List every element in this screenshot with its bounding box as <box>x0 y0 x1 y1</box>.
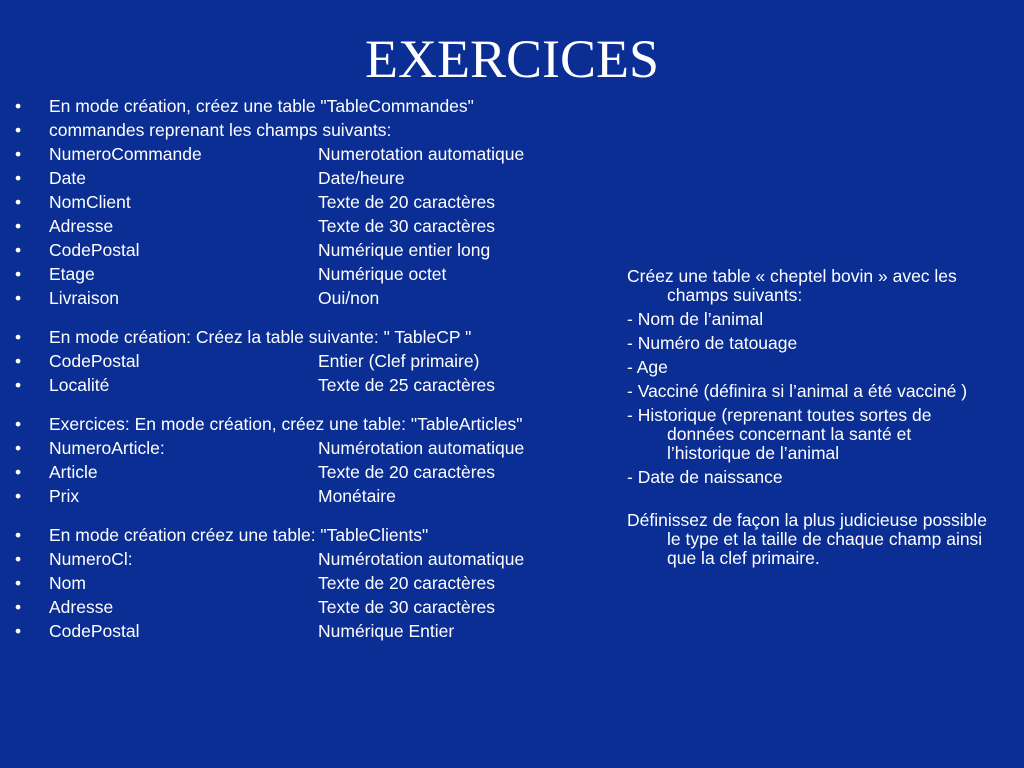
field-name: Adresse <box>49 597 114 617</box>
bullet: • <box>15 486 22 506</box>
paragraph: - Vacciné (définira si l’animal a été vacciné ) <box>627 381 968 401</box>
list-item <box>15 351 605 371</box>
field-name: Etage <box>49 264 95 284</box>
bullet: • <box>15 288 22 308</box>
item-text: En mode création: Créez la table suivante: " TableCP " <box>49 327 472 347</box>
bullet: • <box>15 525 22 545</box>
field-name: Date <box>49 168 86 188</box>
item-text: En mode création, créez une table "TableCommandes" <box>49 96 474 116</box>
bullet: • <box>15 351 22 371</box>
list-item <box>15 375 605 395</box>
paragraph: - Historique (reprenant toutes sortes de données concernant la santé et l’historique de l’animal <box>627 405 932 463</box>
field-name: Livraison <box>49 288 120 308</box>
paragraph: - Age <box>627 357 668 377</box>
bullet: • <box>15 414 22 434</box>
left-bullet-list <box>15 96 605 645</box>
slide-title: EXERCICES <box>364 29 660 89</box>
paragraph: - Numéro de tatouage <box>627 333 798 353</box>
field-type: Texte de 30 caractères <box>318 216 496 236</box>
bullet: • <box>15 573 22 593</box>
field-type: Texte de 20 caractères <box>318 192 496 212</box>
paragraph: Définissez de façon la plus judicieuse possible le type et la taille de chaque champ ainsi que la clef primaire. <box>627 510 987 568</box>
list-item <box>15 621 605 641</box>
paragraph: - Date de naissance <box>627 467 783 487</box>
item-text: Exercices: En mode création, créez une table: "TableArticles" <box>49 414 523 434</box>
bullet: • <box>15 144 22 164</box>
bullet: • <box>15 240 22 260</box>
field-type: Numérique Entier <box>318 621 455 641</box>
field-type: Oui/non <box>318 288 380 308</box>
bullet: • <box>15 264 22 284</box>
bullet: • <box>15 120 22 140</box>
list-item <box>15 144 605 164</box>
bullet: • <box>15 438 22 458</box>
field-name: Article <box>49 462 98 482</box>
list-item <box>15 525 605 545</box>
bullet: • <box>15 168 22 188</box>
item-text: commandes reprenant les champs suivants: <box>49 120 392 140</box>
list-item <box>15 327 605 347</box>
field-name: CodePostal <box>49 351 140 371</box>
list-item <box>15 120 605 140</box>
field-type: Numérique entier long <box>318 240 491 260</box>
list-item <box>15 96 605 116</box>
field-name: Localité <box>49 375 110 395</box>
list-item <box>15 414 605 434</box>
bullet: • <box>15 621 22 641</box>
bullet: • <box>15 216 22 236</box>
bullet: • <box>15 549 22 569</box>
list-item <box>15 192 605 212</box>
list-item <box>15 288 605 308</box>
list-item <box>15 486 605 506</box>
list-item <box>15 168 605 188</box>
field-name: NumeroCl: <box>49 549 133 569</box>
list-item <box>15 438 605 458</box>
field-name: Adresse <box>49 216 114 236</box>
field-type: Texte de 30 caractères <box>318 597 496 617</box>
right-text-block <box>627 267 997 573</box>
list-item <box>15 240 605 260</box>
bullet: • <box>15 192 22 212</box>
field-type: Monétaire <box>318 486 396 506</box>
field-name: CodePostal <box>49 621 140 641</box>
field-name: Nom <box>49 573 86 593</box>
list-item <box>15 462 605 482</box>
list-item <box>15 264 605 284</box>
bullet: • <box>15 96 22 116</box>
field-type: Entier (Clef primaire) <box>318 351 480 371</box>
field-name: NumeroCommande <box>49 144 202 164</box>
item-text: En mode création créez une table: "TableClients" <box>49 525 429 545</box>
field-type: Texte de 20 caractères <box>318 573 496 593</box>
list-item <box>15 549 605 569</box>
field-name: NumeroArticle: <box>49 438 165 458</box>
field-type: Numérotation automatique <box>318 549 525 569</box>
field-type: Numérique octet <box>318 264 447 284</box>
bullet: • <box>15 462 22 482</box>
paragraph: Créez une table « cheptel bovin » avec les champs suivants: <box>627 266 957 305</box>
list-item <box>15 597 605 617</box>
list-item <box>15 573 605 593</box>
list-item <box>15 216 605 236</box>
field-type: Texte de 25 caractères <box>318 375 496 395</box>
field-type: Date/heure <box>318 168 405 188</box>
bullet: • <box>15 597 22 617</box>
paragraph: - Nom de l’animal <box>627 309 764 329</box>
field-name: Prix <box>49 486 80 506</box>
field-type: Texte de 20 caractères <box>318 462 496 482</box>
field-type: Numerotation automatique <box>318 144 525 164</box>
field-name: CodePostal <box>49 240 140 260</box>
bullet: • <box>15 375 22 395</box>
field-type: Numérotation automatique <box>318 438 525 458</box>
bullet: • <box>15 327 22 347</box>
field-name: NomClient <box>49 192 131 212</box>
